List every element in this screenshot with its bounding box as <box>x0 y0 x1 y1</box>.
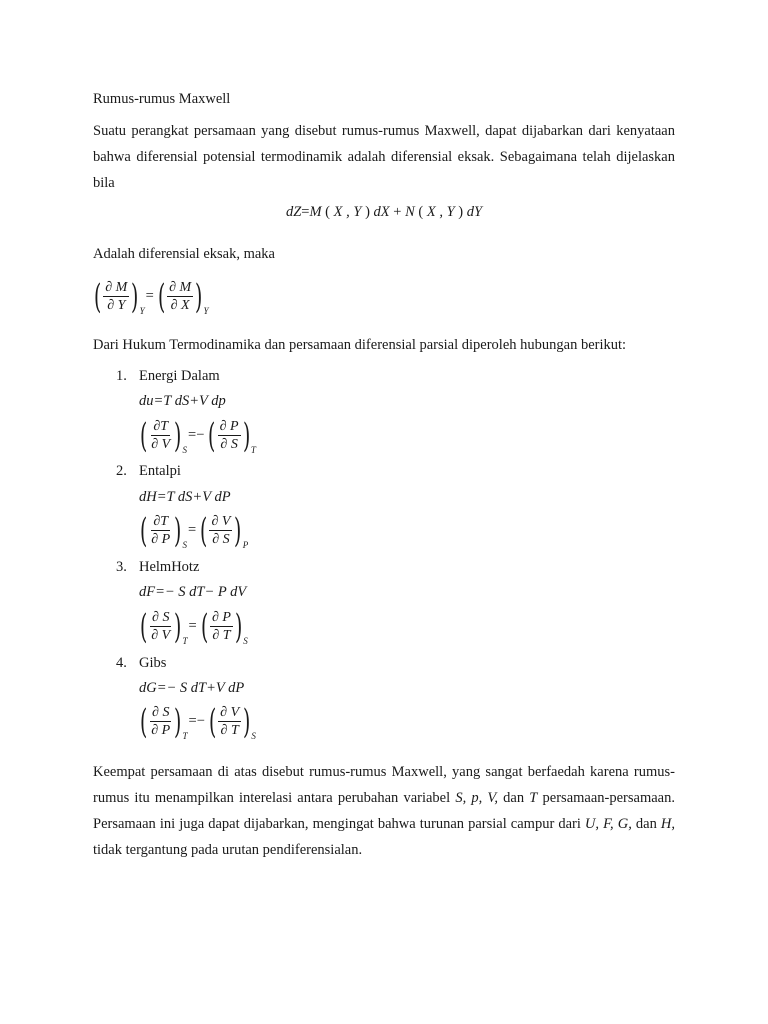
vars-s-p-v: S, p, V, <box>455 790 499 806</box>
intro-paragraph: Suatu perangkat persamaan yang disebut rumus-rumus Maxwell, dapat dijabarkan dari kenyataan bahwa diferensial potensial termodinamik adalah diferensial eksak. Sebagaimana telah dijelaskan bila <box>93 123 675 191</box>
item-1-differential: du=T dS+V dp <box>139 393 226 409</box>
eq-m: M <box>309 204 322 220</box>
item-4-differential: dG=− S dT+V dP <box>139 680 245 696</box>
var-t: T <box>529 790 538 806</box>
eq-m-args: X , Y <box>333 204 362 220</box>
eq-equals: = <box>301 204 310 220</box>
item-3-maxwell-relation: ( $\frac{\partial S}{\partial V}$ ) T = ( $\frac{\partial P}{\partial T}$ ) S <box>139 606 248 647</box>
exact-differential-equation: dZ=M ( X , Y ) dX + N ( X , Y ) dY <box>285 204 483 220</box>
item-2-differential: dH=T dS+V dP <box>139 489 231 505</box>
exactness-condition: ( $\frac{\partial M}{\partial Y}$ ) Y = ( $\frac{\partial M}{\partial X}$ ) Y <box>93 276 209 317</box>
vars-u-f-g: U, F, G, <box>584 816 632 832</box>
eq-dy: dY <box>466 204 483 220</box>
eq-n-args: X , Y <box>426 204 455 220</box>
eq-n: N <box>405 204 415 220</box>
eq-lhs: dZ <box>285 204 302 220</box>
relations-paragraph: Dari Hukum Termodinamika dan persamaan diferensial parsial diperoleh hubungan berikut: <box>93 337 627 353</box>
var-h: H, <box>660 816 675 832</box>
item-2-maxwell-relation: ( $\frac{\partial T}{\partial P}$ ) S = ( $\frac{\partial V}{\partial S}$ ) P <box>139 510 249 551</box>
item-1-maxwell-relation: ( $\frac{\partial T}{\partial V}$ ) S =− ( $\frac{\partial P}{\partial S}$ ) T <box>139 415 256 456</box>
document-title: Rumus-rumus Maxwell <box>93 91 231 107</box>
document-page: Rumus-rumus Maxwell Suatu perangkat persamaan yang disebut rumus-rumus Maxwell, dapat dijabarkan dari kenyataan bahwa diferensial potensial termodinamik adalah diferensial eksak. Sebagaimana telah dijelaskan bila dZ=M ( X , Y ) dX + N ( X , Y ) dY Adalah diferensial eksak, maka ( $\frac{\partial M}{\partial Y}$ ) Y = ( $\frac{\partial M}{\partial X}$ ) Y Dari Hukum Termodinamika dan persamaan diferensial parsial diperoleh hubungan berikut: 1. Energi Dalam du=T dS+V dp ( $\frac{\partial T}{\partial V}$ ) S =− ( $\frac{\partial P}{\partial S}$ ) T 2. Entalpi dH=T dS+V dP ( $\frac{\partial T}{\partial P}$ ) S = ( $\frac{\partial V}{\partial S}$ ) P 3. HelmHotz dF=− S dT− P dV ( $\frac{\partial S}{\partial V}$ ) T = ( $\frac{\partial P}{\partial T}$ ) S 4. Gibs dG=− S dT+V dP ( $\frac{\partial S}{\partial P}$ ) T =− ( $\frac{\partial V}{\partial T}$ ) S Keempat persamaan di atas disebut rumus-rumus Maxwell, yang sangat berfaedah karena rumus-rumus itu menampilkan interelasi antara perubahan variabel S, p, V, dan T persamaan-persamaan. Persamaan ini juga dapat dijabarkan, mengingat bahwa turunan parsial campur dari U, F, G, dan H, tidak tergantung pada urutan pendiferensialan. <box>0 0 768 1024</box>
eq-plus: + <box>393 204 402 220</box>
item-4-maxwell-relation: ( $\frac{\partial S}{\partial P}$ ) T =− ( $\frac{\partial V}{\partial T}$ ) S <box>139 701 256 742</box>
item-3-differential: dF=− S dT− P dV <box>139 584 247 600</box>
eq-dx: dX <box>373 204 390 220</box>
exact-paragraph: Adalah diferensial eksak, maka <box>93 246 275 262</box>
conclusion-paragraph: Keempat persamaan di atas disebut rumus-rumus Maxwell, yang sangat berfaedah karena rumus-rumus itu menampilkan interelasi antara perubahan variabel S, p, V, dan T persamaan-persamaan. Persamaan ini juga dapat dijabarkan, mengingat bahwa turunan parsial campur dari U, F, G, dan H, tidak tergantung pada urutan pendiferensialan. <box>93 764 675 858</box>
